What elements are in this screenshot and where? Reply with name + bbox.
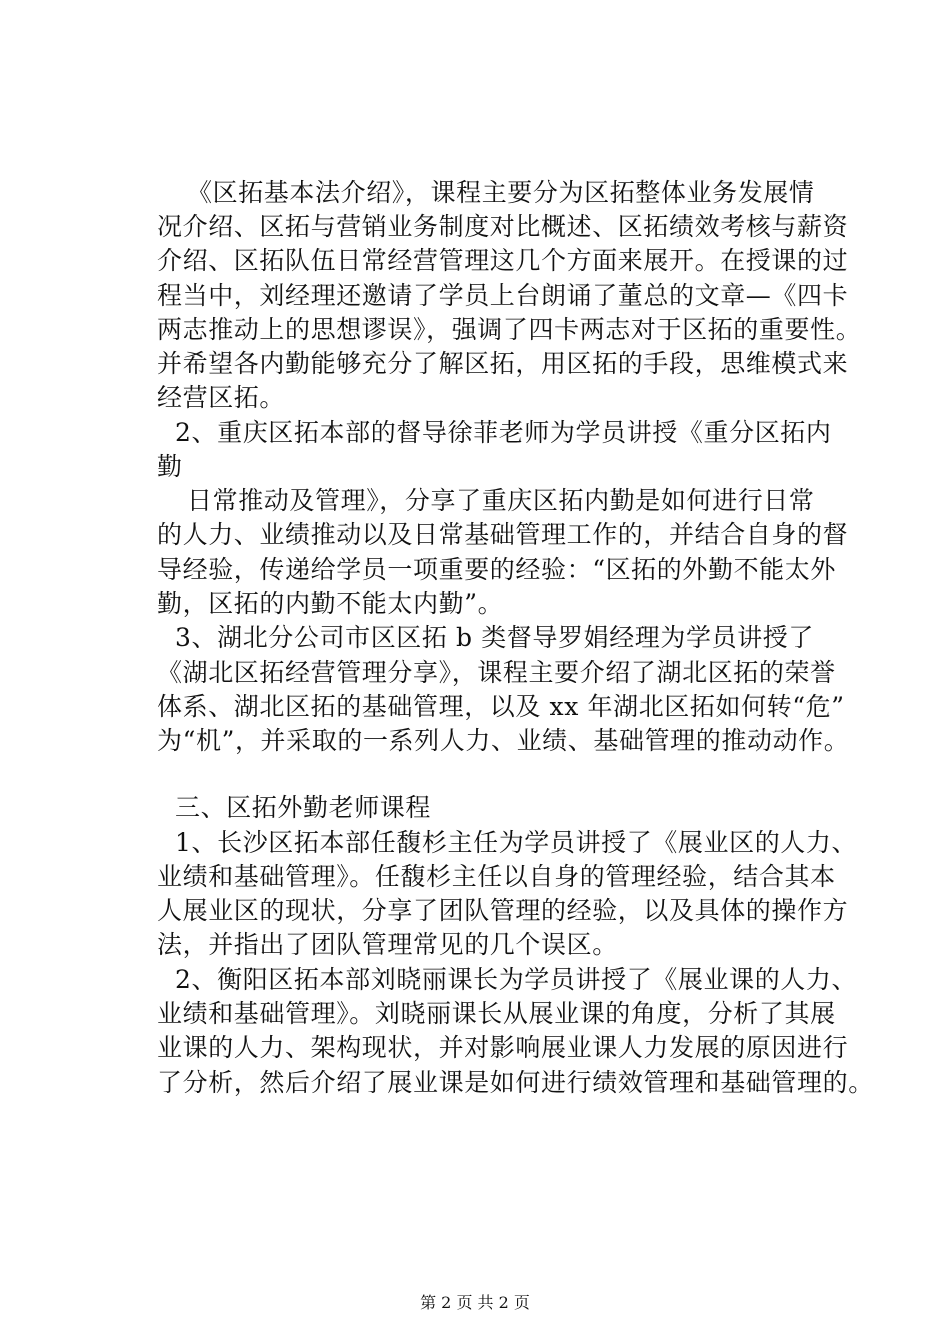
text-line: 的人力、业绩推动以及日常基础管理工作的，并结合自身的督 (157, 520, 849, 549)
text-line: 介绍、区拓队伍日常经营管理这几个方面来展开。在授课的过 (157, 246, 849, 275)
text-line: 业课的人力、架构现状，并对影响展业课人力发展的原因进行 (157, 1033, 849, 1062)
text-line: 了分析，然后介绍了展业课是如何进行绩效管理和基础管理的。 (157, 1068, 874, 1097)
text-line: 为“机”，并采取的一系列人力、业绩、基础管理的推动动作。 (157, 726, 850, 755)
text-line: 业绩和基础管理》。刘晓丽课长从展业课的角度，分析了其展 (157, 999, 836, 1028)
page-number: 第 2 页 共 2 页 (420, 1293, 530, 1312)
text-line: 程当中，刘经理还邀请了学员上台朗诵了董总的文章—《四卡 (157, 281, 849, 310)
text-line: 日常推动及管理》，分享了重庆区拓内勤是如何进行日常 (187, 486, 815, 515)
text-line: 法，并指出了团队管理常见的几个误区。 (157, 930, 618, 959)
text-line: 并希望各内勤能够充分了解区拓，用区拓的手段，思维模式来 (157, 349, 849, 378)
text-line: 2、重庆区拓本部的督导徐菲老师为学员讲授《重分区拓内 (175, 418, 832, 447)
text-line: 3、湖北分公司市区区拓 b 类督导罗娟经理为学员讲授了 (175, 623, 815, 652)
text-line: 况介绍、区拓与营销业务制度对比概述、区拓绩效考核与薪资 (157, 212, 849, 241)
text-line: 经营区拓。 (157, 383, 286, 412)
text-line: 体系、湖北区拓的基础管理，以及 xx 年湖北区拓如何转“危” (157, 692, 845, 721)
section-heading: 三、区拓外勤老师课程 (175, 793, 432, 822)
text-line: 人展业区的现状，分享了团队管理的经验，以及具体的操作方 (157, 896, 849, 925)
text-line: 《区拓基本法介绍》，课程主要分为区拓整体业务发展情 (187, 178, 815, 207)
text-line: 两志推动上的思想谬误》，强调了四卡两志对于区拓的重要性。 (157, 315, 862, 344)
text-line: 1、长沙区拓本部任馥杉主任为学员讲授了《展业区的人力、 (175, 828, 858, 857)
text-line: 2、衡阳区拓本部刘晓丽课长为学员讲授了《展业课的人力、 (175, 965, 858, 994)
text-line: 《湖北区拓经营管理分享》，课程主要介绍了湖北区拓的荣誉 (157, 658, 836, 687)
text-line: 勤 (157, 452, 183, 481)
text-line: 勤，区拓的内勤不能太内勤”。 (157, 589, 504, 618)
text-line: 导经验，传递给学员一项重要的经验：“区拓的外勤不能太外 (157, 555, 836, 584)
text-line: 业绩和基础管理》。任馥杉主任以自身的管理经验，结合其本 (157, 862, 836, 891)
